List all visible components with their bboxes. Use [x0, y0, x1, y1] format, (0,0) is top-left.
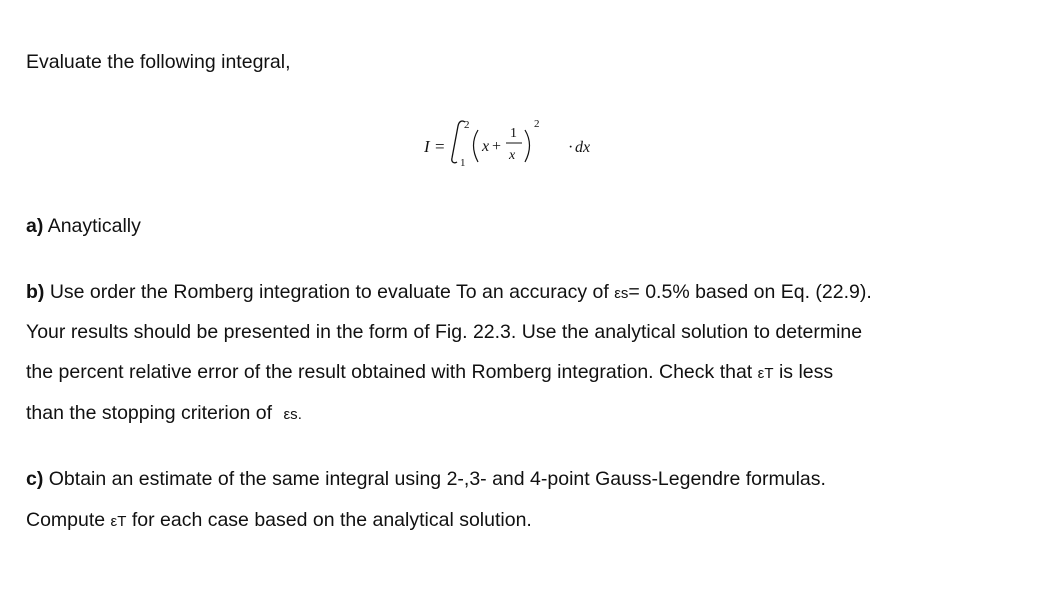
- eq-differential: dx: [575, 139, 591, 156]
- eq-upper-limit: 2: [464, 119, 470, 131]
- epsilon-s-symbol: εs: [614, 285, 629, 302]
- part-a-label: a): [26, 215, 44, 237]
- eq-denominator: x: [509, 148, 516, 163]
- eq-equals: =: [435, 137, 445, 156]
- part-b-line-3: [26, 360, 833, 386]
- part-c-line-2: [26, 508, 532, 534]
- part-b-line-4-text: than the stopping criterion of: [26, 402, 273, 424]
- part-b-line-1-text: Use order the Romberg integration to evaluate To an accuracy of: [49, 281, 609, 303]
- intro-text: Evaluate the following integral,: [26, 51, 291, 73]
- part-c-label: c): [26, 468, 44, 490]
- part-c-line-2-text: Compute: [26, 509, 106, 531]
- part-b-line-4-tail: .: [297, 406, 302, 423]
- eq-dot: ·: [568, 139, 574, 156]
- part-b-label: b): [26, 281, 45, 303]
- eq-lower-limit: 1: [460, 157, 466, 169]
- part-b-line-1-tail: = 0.5% based on Eq. (22.9).: [628, 281, 872, 303]
- part-a-text: Anaytically: [47, 215, 141, 237]
- part-a: [26, 214, 141, 238]
- part-b-line-1: [26, 280, 872, 306]
- part-c-line-1-text: Obtain an estimate of the same integral using 2-,3- and 4-point Gauss-Legendre formulas.: [48, 468, 826, 490]
- right-paren: [525, 130, 530, 162]
- part-b-line-3-tail: is less: [778, 361, 834, 383]
- epsilon-t-symbol-2: εT: [110, 513, 127, 530]
- part-c-line-2-tail: for each case based on the analytical solution.: [131, 509, 532, 531]
- integral-equation: [424, 104, 624, 184]
- eq-var-x: x: [482, 138, 490, 155]
- eq-power: 2: [534, 118, 540, 130]
- eq-numerator: 1: [510, 126, 517, 141]
- eq-lhs: I: [424, 137, 430, 156]
- part-b-line-3-text: the percent relative error of the result obtained with Romberg integration. Check that: [26, 361, 753, 383]
- left-paren: [474, 130, 479, 162]
- part-b-line-2: Your results should be presented in the form of Fig. 22.3. Use the analytical solution to determine: [26, 321, 863, 343]
- part-c-line-1: [26, 467, 826, 491]
- epsilon-s-symbol-2: εs: [283, 406, 298, 423]
- part-b-line-4: [26, 401, 302, 427]
- epsilon-t-symbol: εT: [757, 365, 774, 382]
- eq-plus: +: [492, 138, 502, 155]
